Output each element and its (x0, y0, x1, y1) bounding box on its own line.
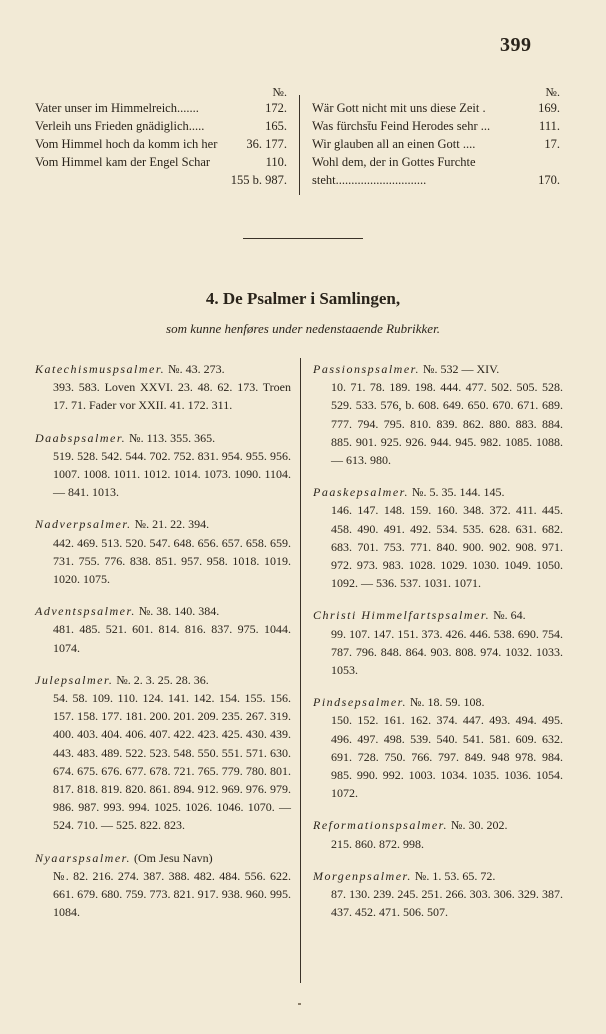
hymn-title: Verleih uns Frieden gnädiglich..... (35, 119, 205, 133)
category-first-numbers: №. 21. 22. 394. (131, 517, 210, 532)
hymn-number: 170. (538, 173, 560, 187)
category-numbers: 442. 469. 513. 520. 547. 648. 656. 657. 658. 659. 731. 755. 776. 838. 851. 957. 958. 1018. 1019. 1020. 1075. (53, 535, 291, 587)
category-first-numbers: (Om Jesu Navn) (131, 850, 213, 865)
category-entry (35, 849, 291, 922)
category-first-numbers: №. 64. (490, 608, 526, 623)
hymn-row (312, 117, 560, 135)
category-first-numbers: №. 532 — XIV. (420, 362, 500, 376)
hymn-title: Vater unser im Himmelreich....... (35, 101, 199, 115)
top-right-hymn-list (312, 85, 560, 189)
hymn-number: 165. (265, 119, 287, 133)
hymn-title: Wohl dem, der in Gottes Furchte (312, 155, 476, 169)
hymn-title: Was fürchst̄u Feind Herodes sehr ... (312, 119, 491, 133)
hymn-title: Wär Gott nicht mit uns diese Zeit . (312, 101, 486, 115)
page-mark (298, 1003, 301, 1005)
category-name: Morgenpsalmer. (313, 868, 412, 883)
category-name: Christi Himmelfartspsalmer. (313, 608, 491, 623)
category-first-numbers: №. 18. 59. 108. (407, 695, 485, 710)
category-first-numbers: №. 38. 140. 384. (135, 604, 220, 619)
category-first-numbers: №. 30. 202. (448, 818, 508, 833)
category-name: Paaskepsalmer. (313, 485, 409, 500)
category-numbers: 481. 485. 521. 601. 814. 816. 837. 975. 1044. 1074. (53, 622, 291, 655)
hymn-title: Wir glauben all an einen Gott .... (312, 137, 476, 151)
category-numbers: 146. 147. 148. 159. 160. 348. 372. 411. 445. 458. 490. 491. 492. 534. 535. 628. 631. 682. 683. 701. 753. 771. 840. 900. 902. 908. 971. 972. 973. 983. 1028. 1029. 1030. 1049. 1050. 1092. — 536. 537. 1031. 1071. (331, 503, 563, 591)
category-numbers: 10. 71. 78. 189. 198. 444. 477. 502. 505. 528. 529. 533. 576, b. 608. 649. 650. 670. 671. 689. 777. 794. 795. 810. 839. 862. 880. 883. 884. 885. 901. 925. 926. 944. 945. 982. 1085. 1088. — 613. 980. (331, 380, 563, 468)
category-entry (313, 606, 563, 679)
hymn-row (35, 135, 287, 153)
category-first-numbers: №. 1. 53. 65. 72. (411, 868, 496, 883)
category-first-numbers: №. 43. 273. (165, 362, 225, 376)
category-numbers: 150. 152. 161. 162. 374. 447. 493. 494. 495. 496. 497. 498. 539. 540. 541. 581. 609. 632. 691. 728. 750. 766. 797. 849. 948 978. 984. 985. 990. 992. 1003. 1034. 1035. 1036. 1054. 1072. (331, 713, 563, 801)
top-left-hymn-list (35, 85, 287, 189)
category-entry (313, 816, 563, 852)
category-entry (35, 429, 291, 502)
category-name: Adventspsalmer. (35, 604, 136, 619)
hymn-title: steht............................. (312, 173, 427, 187)
category-numbers: 215. 860. 872. 998. (331, 836, 424, 851)
hymn-number: 17. (544, 137, 560, 151)
column-divider-main (300, 358, 301, 983)
category-numbers: 393. 583. Loven XXVI. 23. 48. 62. 173. Troen 17. 71. Fader vor XXII. 41. 172. 311. (53, 380, 291, 413)
category-entry (313, 360, 563, 469)
column-divider-top (299, 95, 300, 195)
category-first-numbers: №. 5. 35. 144. 145. (409, 485, 505, 500)
hymn-row (35, 117, 287, 135)
hymn-row (312, 171, 560, 189)
hymn-row (35, 153, 287, 171)
hymn-title: Vom Himmel hoch da komm ich her (35, 137, 218, 151)
category-entry (313, 867, 563, 922)
hymn-number: 36. 177. (246, 137, 287, 151)
category-first-numbers: №. 113. 355. 365. (126, 430, 216, 445)
hymn-number: 172. (265, 101, 287, 115)
category-first-numbers: №. 2. 3. 25. 28. 36. (113, 672, 209, 687)
hymn-number: 111. (539, 119, 560, 133)
category-name: Reformationspsalmer. (313, 818, 448, 833)
category-entry (35, 671, 291, 835)
hymn-title: Vom Himmel kam der Engel Schar (35, 155, 211, 169)
category-numbers: №. 82. 216. 274. 387. 388. 482. 484. 556. 622. 661. 679. 680. 759. 773. 821. 917. 938. 960. 995. 1084. (53, 868, 291, 920)
hymn-number: 155 b. 987. (230, 173, 287, 187)
category-numbers: 54. 58. 109. 110. 124. 141. 142. 154. 155. 156. 157. 158. 177. 181. 200. 201. 209. 235. 267. 319. 400. 403. 404. 406. 407. 422. 423. 425. 430. 439. 443. 483. 489. 522. 523. 548. 550. 551. 571. 630. 674. 675. 676. 677. 678. 721. 765. 779. 780. 801. 817. 818. 819. 820. 861. 894. 912. 969. 976. 979. 986. 987. 993. 994. 1025. 1026. 1046. 1070. — 524. 710. — 525. 822. 823. (53, 691, 291, 833)
right-category-column (313, 360, 563, 935)
hymn-row (312, 153, 560, 171)
section-subtitle: som kunne henføres under nedenstaaende Rubrikker. (166, 321, 440, 336)
category-name: Julepsalmer. (35, 672, 114, 687)
section-divider-rule (243, 238, 363, 239)
hymn-row (35, 171, 287, 189)
hymn-number: 110. (265, 155, 287, 169)
number-header: №. (545, 85, 560, 99)
left-category-column (35, 360, 291, 935)
hymn-row (312, 99, 560, 117)
category-name: Passionspsalmer. (313, 362, 421, 376)
category-numbers: 87. 130. 239. 245. 251. 266. 303. 306. 329. 387. 437. 452. 471. 506. 507. (331, 887, 563, 920)
category-numbers: 519. 528. 542. 544. 702. 752. 831. 954. 955. 956. 1007. 1008. 1011. 1012. 1014. 1073. 1090. 1104. — 841. 1013. (53, 448, 291, 500)
category-entry (35, 360, 291, 415)
category-entry (35, 515, 291, 588)
section-title: 4. De Psalmer i Samlingen, (205, 289, 401, 308)
category-name: Daabspsalmer. (35, 430, 127, 445)
category-name: Pindsepsalmer. (313, 695, 407, 710)
hymn-row (35, 99, 287, 117)
category-numbers: 99. 107. 147. 151. 373. 426. 446. 538. 690. 754. 787. 796. 848. 864. 903. 808. 974. 1032. 1033. 1053. (331, 626, 563, 678)
hymn-number: 169. (538, 101, 560, 115)
number-header: №. (272, 85, 287, 99)
category-entry (35, 602, 291, 657)
page-number: 399 (500, 34, 532, 56)
hymn-row (312, 135, 560, 153)
category-entry (313, 693, 563, 802)
category-name: Nadverpsalmer. (35, 517, 132, 532)
category-name: Nyaarspsalmer. (35, 850, 132, 865)
category-name: Katechismuspsalmer. (35, 362, 166, 376)
category-entry (313, 483, 563, 592)
